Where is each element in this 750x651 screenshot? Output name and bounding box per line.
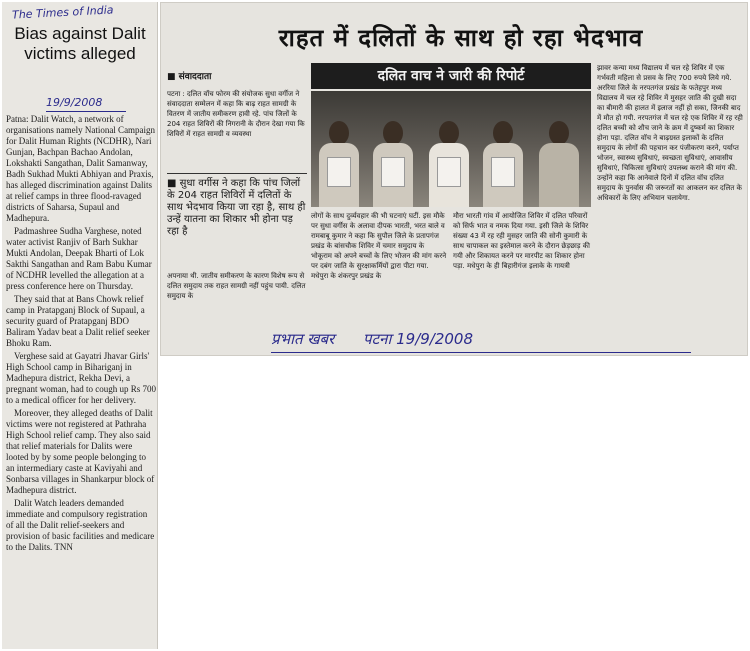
- pk-column-1-continued: अपनाया थी. जातीय समीकरण के कारण विशेष रूप से दलित समुदाय तक राहत सामग्री नहीं पहुंच पायी. दलित समुदाय के: [167, 272, 306, 300]
- press-conference-photo: [311, 91, 591, 207]
- pk-column-3: मौरा भारती गांव में आयोजित शिविर में दलित परिवारों को सिर्फ भात व नमक दिया गया. इसी जिले के शिविर संख्या 43 में रह रही मुसहर जाति की सोनी कुमारी के साथ चापाकल का इस्तेमाल करने के दौरान छेड़छाड़ की गयी और शिकायत करने पर मारपीट का शिकार होना पड़ा. मधेपुरा के ही बिहारीगंज इलाके के गायत्री: [453, 212, 590, 270]
- photo-caption-banner: दलित वाच ने जारी की रिपोर्ट: [311, 63, 591, 89]
- toi-paragraph: Verghese said at Gayatri Jhavar Girls' High School camp in Bihariganj in Madhepura district, Rekha Devi, a pregnant woman, had to cough up Rs 700 to a medical officer for her delivery.: [6, 351, 156, 405]
- photo-person: [481, 117, 525, 207]
- pk-column-2: लोगों के साथ दुर्व्यवहार की भी घटनाएं घटीं. इस मौके पर सुधा वर्गीस के अलावा दीपक भारती, भरत बाले व रामबाबू कुमार ने कहा कि सुपौल जिले के प्रतापगंज प्रखंड के बांसचौक शिविर में चमार समुदाय के भोकूराम को अपने बच्चों के लिए भोजन की मांग करने पर दबंग जाति के सुरक्षाकर्मियों द्वारा पीटा गया. मधेपुरा के शंकरपुर प्रखंड के: [311, 212, 447, 280]
- pk-source-name: प्रभात खबर: [271, 330, 335, 348]
- toi-paragraph: Patna: Dalit Watch, a network of organisations namely National Campaign for Dalit Human Rights (NCDHR), Nari Gunjan, Bachpan Bachao Andolan, Lokshakti Sangathan, Dalit Samanway, Badh Sukhad Mukti Abhiyan and Praxis, has alleged discrimination against Dalits at relief camps in three flood-ravaged districts of Saharsa, Supaul and Madhepura.: [6, 114, 156, 223]
- photo-person: [537, 117, 581, 207]
- pk-column-4: झावर कन्या मध्य विद्यालय में चल रहे शिविर में एक गर्भवती महिला से प्रसव के लिए 700 रुपये लिये गये. अररिया जिले के नरपतगंज प्रखंड के फतेहपुर मध्य विद्यालय में चल रहे शिविर में मुसहर जाति की दुखी सदा का बीमारी की हालत में इलाज नहीं हो सका, जिनकी बाद में मौत हो गयी. नरपतगंज में चल रहे एक शिविर में रह रही दलित बच्ची को शौच जाने के क्रम में दुष्कर्म का शिकार होना पड़ा. दलित वॉच ने बाढ़ग्रस्त इलाकों के दलित समुदाय के लोगों की पहचान कर पंजीकरण करने, पर्याप्त भोजन, स्वास्थ्य सुविधाएं, स्वच्छता सुविधाएं, आवासीय सुविधाएं, चिकित्सा सुविधाएं उपलब्ध कराने की मांग की. उन्होंने कहा कि आनेवाले दिनों में दलित वॉच दलित समुदाय के पुनर्वास की जरूरतों का आकलन कर दलित के अधिकारों के लिए अभियान चलायेगा.: [597, 64, 743, 202]
- toi-paragraph: Moreover, they alleged deaths of Dalit victims were not registered at Pathraha High School relief camp. They also said that relief materials for Dalits were looted by by some people belonging to an intermediary caste at Kaviyahi and Sonbarsa villages in Shankarpur block of Madhepura district.: [6, 408, 155, 495]
- toi-source-handwritten: The Times of India: [11, 3, 114, 22]
- pk-place-date: पटना 19/9/2008: [363, 330, 474, 348]
- toi-paragraph: Dalit Watch leaders demanded immediate and compulsory registration of all the Dalit relief-seekers and provision of basic facilities and medicare to the Dalits. TNN: [6, 498, 155, 552]
- pk-headline: राहत में दलितों के साथ हो रहा भेदभाव: [278, 24, 644, 52]
- pk-pull-quote: ■ सुधा वर्गीस ने कहा कि पांच जिलों के 204 राहत शिविरों में दलितों के साथ भेदभाव किया जा रहा है, साथ ही उन्हें यातना का शिकार भी होना पड़ रहा है: [167, 173, 307, 238]
- toi-paragraph: Padmashree Sudha Varghese, noted water activist Ranjiv of Barh Sukhar Mukti Andolan, Deepak Bharti of Lok Sakthi Sangathan and Ram Babu Kumar of NCDHR levelled the allegation at a press conference here on Thursday.: [6, 226, 152, 291]
- toi-clipping: [2, 2, 158, 649]
- photo-person: [371, 117, 415, 207]
- photo-person: [317, 117, 361, 207]
- toi-headline: Bias against Dalit victims alleged: [14, 24, 146, 63]
- toi-date-handwritten: 19/9/2008: [46, 96, 126, 112]
- pk-column-1: पटना : दलित वॉच फोरम की संयोजक सुधा वर्गीज ने संवाददाता सम्मेलन में कहा कि बाढ़ राहत सामग्री के वितरण में जातीय समीकरण हावी रहे. पांच जिलों के 204 राहत शिविरों की निगरानी के दौरान देखा गया कि शिविरों में राहत सामग्री व व्यवस्था: [167, 90, 305, 138]
- photo-person: [427, 117, 471, 207]
- toi-article-body: [6, 114, 156, 555]
- pk-handwritten-source: [271, 329, 691, 353]
- pk-byline: ■ संवाददाता: [167, 72, 212, 82]
- toi-paragraph: They said that at Bans Chowk relief camp in Pratapganj Block of Supaul, a security guard of Pratapganj BDO Baliram Yadav beat a Dalit relief seeker Bhoku Ram.: [6, 294, 150, 348]
- prabhat-khabar-clipping: [160, 2, 748, 356]
